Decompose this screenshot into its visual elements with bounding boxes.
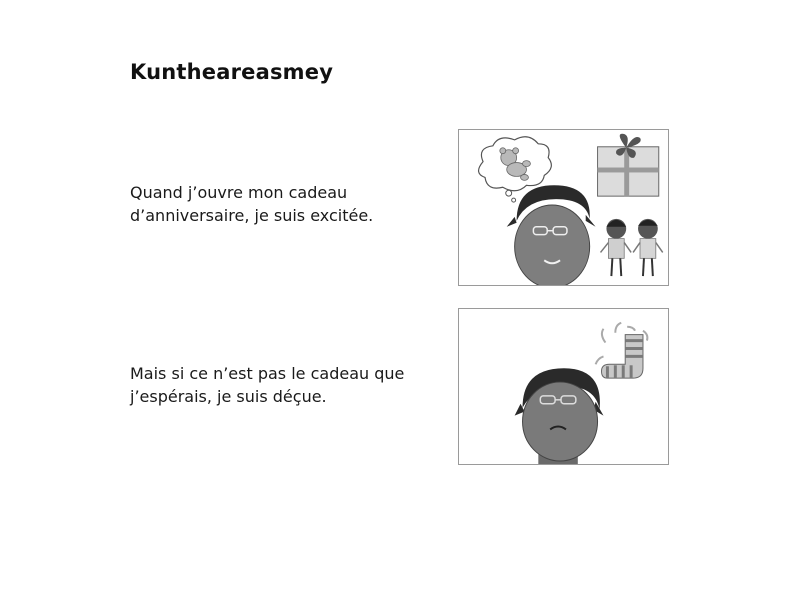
text-line: j’espérais, je suis déçue. (130, 387, 327, 406)
sock-gift-drawing-icon (459, 309, 668, 464)
illustration-birthday-gift (458, 129, 669, 286)
text-line: d’anniversaire, je suis excitée. (130, 206, 374, 225)
text-line: Quand j’ouvre mon cadeau (130, 183, 348, 202)
text-line: Mais si ce n’est pas le cadeau que (130, 364, 405, 383)
paragraph-disappointed (130, 362, 430, 408)
illustration-sock-gift (458, 308, 669, 465)
birthday-present-drawing-icon (459, 130, 668, 285)
page-title: Kuntheareasmey (130, 60, 334, 84)
paragraph-excited (130, 181, 430, 227)
